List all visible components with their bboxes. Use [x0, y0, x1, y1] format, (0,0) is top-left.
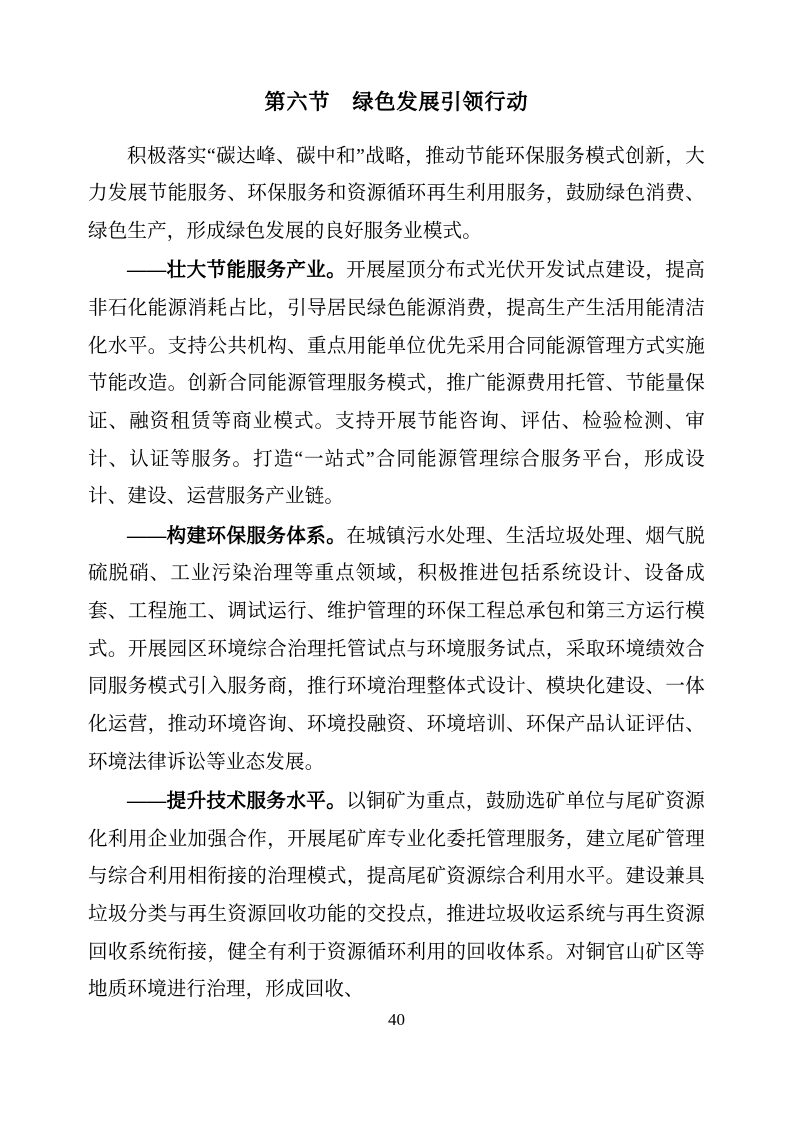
section-title: 绿色发展引领行动: [352, 90, 529, 114]
paragraph-2: [88, 252, 705, 515]
paragraph-2-lead: ——壮大节能服务产业。: [127, 260, 347, 282]
paragraph-3-lead: ——构建环保服务体系。: [127, 525, 347, 547]
paragraph-1-text: 积极落实“碳达峰、碳中和”战略，推动节能环保服务模式创新，大力发展节能服务、环保服务和资源循环再生利用服务，鼓励绿色消费、绿色生产，形成绿色发展的良好服务业模式。: [88, 145, 705, 242]
page-number: 40: [388, 1010, 405, 1029]
paragraph-4-text: 以铜矿为重点，鼓励选矿单位与尾矿资源化利用企业加强合作，开展尾矿库专业化委托管理服务，建立尾矿管理与综合利用相衔接的治理模式，提高尾矿资源综合利用水平。建设兼具垃圾分类与再生资源回收功能的交投点，推进垃圾收运系统与再生资源回收系统衔接，健全有利于资源循环利用的回收体系。对铜官山矿区等地质环境进行治理，形成回收、: [88, 791, 705, 1001]
paragraph-4: [88, 783, 705, 1009]
section-number: 第六节: [264, 90, 331, 114]
paragraph-4-lead: ——提升技术服务水平。: [127, 791, 347, 813]
paragraph-3-text: 在城镇污水处理、生活垃圾处理、烟气脱硫脱硝、工业污染治理等重点领域，积极推进包括系统设计、设备成套、工程施工、调试运行、维护管理的环保工程总承包和第三方运行模式。开展园区环境综合治理托管试点与环境服务试点，采取环境绩效合同服务模式引入服务商，推行环境治理整体式设计、模块化建设、一体化运营，推动环境咨询、环境投融资、环境培训、环保产品认证评估、环境法律诉讼等业态发展。: [88, 525, 705, 773]
page-title: [88, 86, 705, 120]
paragraph-1: [88, 138, 705, 251]
paragraph-2-text: 开展屋顶分布式光伏开发试点建设，提高非石化能源消耗占比，引导居民绿色能源消费，提高生产生活用能清洁化水平。支持公共机构、重点用能单位优先采用合同能源管理方式实施节能改造。创新合同能源管理服务模式，推广能源费用托管、节能量保证、融资租赁等商业模式。支持开展节能咨询、评估、检验检测、审计、认证等服务。打造“一站式”合同能源管理综合服务平台，形成设计、建设、运营服务产业链。: [88, 260, 705, 508]
paragraph-3: [88, 518, 705, 781]
